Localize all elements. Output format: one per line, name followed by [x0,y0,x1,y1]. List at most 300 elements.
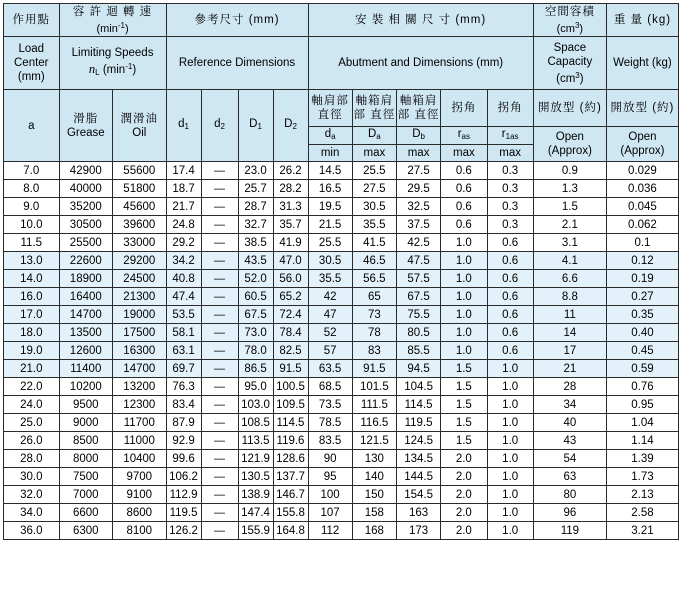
cell-ras: 2.0 [441,468,487,486]
table-row [4,414,679,432]
cell-Db: 124.5 [396,432,440,450]
cell-r1as: 0.6 [487,252,533,270]
table-row [4,378,679,396]
cell-weight: 1.04 [606,414,678,432]
cell-grease: 16400 [59,288,113,306]
cell-weight: 0.1 [606,234,678,252]
cell-Db: 32.5 [396,198,440,216]
header-speed-cn: 容 許 迴 轉 速 $(\min^{-1})$ [59,4,166,37]
header-max-Db: max [396,145,440,162]
header-open-en-weight: Open (Approx) [606,127,678,162]
cell-D1: 73.0 [238,324,273,342]
cell-space: 119 [533,522,606,540]
cell-oil: 10400 [113,450,167,468]
cell-D1: 86.5 [238,360,273,378]
cell-D1: 67.5 [238,306,273,324]
cell-da: 95 [308,468,352,486]
cell-space: 80 [533,486,606,504]
cell-oil: 39600 [113,216,167,234]
cell-d2: — [201,252,238,270]
cell-d1: 83.4 [166,396,201,414]
cell-d1: 47.4 [166,288,201,306]
cell-Da: 116.5 [352,414,396,432]
cell-Da: 83 [352,342,396,360]
cell-Db: 80.5 [396,324,440,342]
cell-da: 19.5 [308,198,352,216]
cell-weight: 0.036 [606,180,678,198]
cell-a: 34.0 [4,504,60,522]
header-Db: $D_b$ [396,127,440,145]
cell-weight: 2.13 [606,486,678,504]
cell-D1: 103.0 [238,396,273,414]
cell-d1: 112.9 [166,486,201,504]
cell-space: 8.8 [533,288,606,306]
cell-Da: 91.5 [352,360,396,378]
cell-Da: 30.5 [352,198,396,216]
cell-da: 21.5 [308,216,352,234]
table-row [4,432,679,450]
cell-space: 6.6 [533,270,606,288]
header-da-cn: 軸肩部 直徑 [308,90,352,127]
cell-space: 0.9 [533,162,606,180]
cell-r1as: 0.6 [487,306,533,324]
cell-Da: 46.5 [352,252,396,270]
cell-da: 47 [308,306,352,324]
cell-a: 16.0 [4,288,60,306]
header-ras-cn: 拐角 [441,90,487,127]
cell-r1as: 0.6 [487,324,533,342]
cell-d2: — [201,342,238,360]
header-ref-en: Reference Dimensions [166,37,308,90]
cell-da: 73.5 [308,396,352,414]
cell-d2: — [201,468,238,486]
cell-D1: 113.5 [238,432,273,450]
cell-a: 18.0 [4,324,60,342]
cell-oil: 14700 [113,360,167,378]
cell-Db: 27.5 [396,162,440,180]
cell-r1as: 1.0 [487,414,533,432]
cell-space: 96 [533,504,606,522]
cell-oil: 51800 [113,180,167,198]
cell-a: 8.0 [4,180,60,198]
cell-grease: 12600 [59,342,113,360]
cell-r1as: 0.6 [487,270,533,288]
cell-d1: 63.1 [166,342,201,360]
cell-space: 43 [533,432,606,450]
cell-Db: 114.5 [396,396,440,414]
cell-r1as: 0.6 [487,234,533,252]
cell-a: 25.0 [4,414,60,432]
table-row [4,252,679,270]
cell-D2: 114.5 [273,414,308,432]
header-da: $d_a$ [308,127,352,145]
cell-Db: 134.5 [396,450,440,468]
cell-oil: 45600 [113,198,167,216]
cell-space: 54 [533,450,606,468]
cell-space: 1.5 [533,198,606,216]
cell-D2: 28.2 [273,180,308,198]
header-Da-cn: 軸箱肩 部 直徑 [352,90,396,127]
cell-oil: 19000 [113,306,167,324]
cell-ras: 1.0 [441,342,487,360]
cell-d2: — [201,432,238,450]
cell-grease: 30500 [59,216,113,234]
header-weight-cn: 重 量 (kg) [606,4,678,37]
cell-ras: 1.0 [441,288,487,306]
cell-d1: 87.9 [166,414,201,432]
cell-d1: 24.8 [166,216,201,234]
cell-d1: 92.9 [166,432,201,450]
table-row [4,288,679,306]
cell-D2: 91.5 [273,360,308,378]
cell-oil: 24500 [113,270,167,288]
cell-ras: 0.6 [441,198,487,216]
cell-Db: 75.5 [396,306,440,324]
cell-ras: 2.0 [441,522,487,540]
cell-D2: 137.7 [273,468,308,486]
header-speed-symbol: $n_L$ $(\min^{-1})$ [88,62,137,77]
cell-ras: 1.0 [441,306,487,324]
cell-Db: 57.5 [396,270,440,288]
table-row [4,180,679,198]
cell-a: 32.0 [4,486,60,504]
cell-D2: 35.7 [273,216,308,234]
cell-d1: 126.2 [166,522,201,540]
cell-d1: 40.8 [166,270,201,288]
header-r1as-cn: 拐角 [487,90,533,127]
header-open-cn-weight: 開放型 (約) [606,90,678,127]
cell-d2: — [201,396,238,414]
cell-a: 7.0 [4,162,60,180]
cell-da: 100 [308,486,352,504]
cell-r1as: 1.0 [487,468,533,486]
cell-d1: 17.4 [166,162,201,180]
header-grease: 滑脂 Grease [59,90,113,162]
cell-weight: 3.21 [606,522,678,540]
cell-r1as: 1.0 [487,396,533,414]
header-space-cn: 空間容積 $(cm^3)$ [533,4,606,37]
cell-r1as: 0.3 [487,198,533,216]
cell-Db: 47.5 [396,252,440,270]
cell-a: 11.5 [4,234,60,252]
cell-Da: 41.5 [352,234,396,252]
cell-d1: 106.2 [166,468,201,486]
table-row [4,270,679,288]
cell-Da: 78 [352,324,396,342]
cell-ras: 1.5 [441,360,487,378]
cell-Da: 130 [352,450,396,468]
cell-D2: 78.4 [273,324,308,342]
cell-weight: 0.76 [606,378,678,396]
cell-space: 1.3 [533,180,606,198]
cell-weight: 1.73 [606,468,678,486]
cell-D1: 32.7 [238,216,273,234]
cell-D1: 130.5 [238,468,273,486]
header-space-en: Space Capacity $(cm^3)$ [533,37,606,90]
header-D1: $D_1$ [238,90,273,162]
cell-D1: 28.7 [238,198,273,216]
cell-da: 25.5 [308,234,352,252]
header-max-r1as: max [487,145,533,162]
cell-D2: 47.0 [273,252,308,270]
cell-D1: 38.5 [238,234,273,252]
header-speed-unit: $(\min^{-1})$ [96,20,129,35]
cell-a: 21.0 [4,360,60,378]
cell-d2: — [201,378,238,396]
cell-weight: 0.19 [606,270,678,288]
header-D2: $D_2$ [273,90,308,162]
cell-ras: 0.6 [441,180,487,198]
table-row [4,360,679,378]
header-d1: $d_1$ [166,90,201,162]
cell-D1: 95.0 [238,378,273,396]
cell-d1: 34.2 [166,252,201,270]
cell-r1as: 1.0 [487,432,533,450]
table-row [4,198,679,216]
cell-Da: 140 [352,468,396,486]
cell-Db: 29.5 [396,180,440,198]
cell-a: 22.0 [4,378,60,396]
cell-grease: 14700 [59,306,113,324]
cell-da: 35.5 [308,270,352,288]
cell-grease: 10200 [59,378,113,396]
cell-d2: — [201,270,238,288]
cell-D1: 78.0 [238,342,273,360]
cell-Db: 173 [396,522,440,540]
cell-Da: 111.5 [352,396,396,414]
cell-grease: 7000 [59,486,113,504]
cell-Da: 158 [352,504,396,522]
cell-ras: 1.5 [441,396,487,414]
header-Da: $D_a$ [352,127,396,145]
cell-da: 68.5 [308,378,352,396]
cell-D1: 52.0 [238,270,273,288]
cell-a: 9.0 [4,198,60,216]
cell-weight: 1.14 [606,432,678,450]
table-body [4,162,679,540]
cell-Da: 56.5 [352,270,396,288]
cell-d1: 58.1 [166,324,201,342]
cell-grease: 13500 [59,324,113,342]
cell-d1: 18.7 [166,180,201,198]
table-row [4,342,679,360]
cell-grease: 35200 [59,198,113,216]
cell-D2: 128.6 [273,450,308,468]
cell-D2: 56.0 [273,270,308,288]
cell-a: 17.0 [4,306,60,324]
cell-Da: 65 [352,288,396,306]
cell-Da: 35.5 [352,216,396,234]
cell-ras: 2.0 [441,486,487,504]
cell-weight: 1.39 [606,450,678,468]
cell-d1: 53.5 [166,306,201,324]
header-Db-cn: 軸箱肩 部 直徑 [396,90,440,127]
cell-grease: 9500 [59,396,113,414]
table-row [4,306,679,324]
cell-da: 52 [308,324,352,342]
header-ras: $r_{as}$ [441,127,487,145]
cell-ras: 1.0 [441,234,487,252]
cell-Db: 67.5 [396,288,440,306]
cell-D2: 146.7 [273,486,308,504]
table-row [4,522,679,540]
cell-grease: 6300 [59,522,113,540]
cell-D1: 108.5 [238,414,273,432]
cell-space: 3.1 [533,234,606,252]
cell-space: 28 [533,378,606,396]
cell-oil: 29200 [113,252,167,270]
table-row [4,504,679,522]
cell-space: 34 [533,396,606,414]
cell-d2: — [201,504,238,522]
cell-oil: 21300 [113,288,167,306]
cell-ras: 1.0 [441,324,487,342]
cell-Da: 121.5 [352,432,396,450]
header-min: min [308,145,352,162]
cell-da: 107 [308,504,352,522]
header-col-a: a [4,90,60,162]
cell-weight: 2.58 [606,504,678,522]
cell-a: 14.0 [4,270,60,288]
cell-d1: 69.7 [166,360,201,378]
cell-r1as: 1.0 [487,378,533,396]
cell-ras: 0.6 [441,162,487,180]
cell-grease: 7500 [59,468,113,486]
cell-r1as: 0.6 [487,288,533,306]
header-load-center-cn: 作用點 [4,4,60,37]
table-row [4,234,679,252]
cell-d2: — [201,522,238,540]
cell-d2: — [201,288,238,306]
cell-d2: — [201,198,238,216]
table-row [4,396,679,414]
cell-a: 28.0 [4,450,60,468]
cell-da: 63.5 [308,360,352,378]
cell-oil: 12300 [113,396,167,414]
cell-da: 57 [308,342,352,360]
cell-r1as: 1.0 [487,360,533,378]
cell-grease: 8000 [59,450,113,468]
cell-D1: 138.9 [238,486,273,504]
cell-weight: 0.40 [606,324,678,342]
cell-d2: — [201,414,238,432]
cell-space: 17 [533,342,606,360]
cell-ras: 2.0 [441,450,487,468]
cell-oil: 17500 [113,324,167,342]
cell-weight: 0.27 [606,288,678,306]
cell-space: 2.1 [533,216,606,234]
cell-ras: 0.6 [441,216,487,234]
cell-d2: — [201,360,238,378]
cell-grease: 40000 [59,180,113,198]
cell-Db: 163 [396,504,440,522]
cell-r1as: 1.0 [487,450,533,468]
cell-a: 30.0 [4,468,60,486]
cell-a: 24.0 [4,396,60,414]
cell-weight: 0.35 [606,306,678,324]
cell-r1as: 0.3 [487,180,533,198]
header-open-en: Open (Approx) [533,127,606,162]
header-d2: $d_2$ [201,90,238,162]
cell-weight: 0.029 [606,162,678,180]
cell-D1: 60.5 [238,288,273,306]
cell-d1: 99.6 [166,450,201,468]
cell-d1: 119.5 [166,504,201,522]
cell-D2: 100.5 [273,378,308,396]
cell-r1as: 1.0 [487,504,533,522]
cell-Da: 150 [352,486,396,504]
cell-grease: 25500 [59,234,113,252]
cell-Da: 101.5 [352,378,396,396]
cell-D2: 119.6 [273,432,308,450]
cell-d2: — [201,216,238,234]
cell-space: 40 [533,414,606,432]
cell-oil: 8600 [113,504,167,522]
cell-space: 11 [533,306,606,324]
cell-space: 4.1 [533,252,606,270]
cell-D2: 72.4 [273,306,308,324]
table-row [4,486,679,504]
cell-oil: 55600 [113,162,167,180]
cell-da: 78.5 [308,414,352,432]
cell-ras: 1.5 [441,414,487,432]
cell-a: 13.0 [4,252,60,270]
cell-d2: — [201,180,238,198]
cell-r1as: 1.0 [487,486,533,504]
cell-ras: 1.5 [441,378,487,396]
cell-d2: — [201,486,238,504]
cell-a: 36.0 [4,522,60,540]
cell-r1as: 0.3 [487,162,533,180]
cell-da: 16.5 [308,180,352,198]
cell-oil: 9700 [113,468,167,486]
cell-D2: 155.8 [273,504,308,522]
table-row [4,216,679,234]
cell-da: 90 [308,450,352,468]
cell-ras: 1.0 [441,270,487,288]
cell-d1: 29.2 [166,234,201,252]
bearing-spec-table [3,3,679,540]
cell-D2: 109.5 [273,396,308,414]
cell-D2: 41.9 [273,234,308,252]
cell-weight: 0.45 [606,342,678,360]
header-open-cn: 開放型 (約) [533,90,606,127]
cell-D2: 26.2 [273,162,308,180]
cell-a: 10.0 [4,216,60,234]
cell-Db: 144.5 [396,468,440,486]
cell-weight: 0.95 [606,396,678,414]
table-row [4,450,679,468]
header-ref-cn: 參考尺寸 (mm) [166,4,308,37]
cell-oil: 11000 [113,432,167,450]
cell-D1: 25.7 [238,180,273,198]
cell-da: 112 [308,522,352,540]
cell-da: 14.5 [308,162,352,180]
cell-d2: — [201,234,238,252]
cell-Db: 104.5 [396,378,440,396]
cell-grease: 8500 [59,432,113,450]
cell-r1as: 1.0 [487,522,533,540]
header-weight-en: Weight (kg) [606,37,678,90]
cell-grease: 22600 [59,252,113,270]
table-row [4,468,679,486]
header-max-ras: max [441,145,487,162]
cell-a: 19.0 [4,342,60,360]
cell-grease: 6600 [59,504,113,522]
cell-a: 26.0 [4,432,60,450]
header-speed-en: Limiting Speeds $n_L$ $(\min^{-1})$ [59,37,166,90]
cell-D2: 31.3 [273,198,308,216]
